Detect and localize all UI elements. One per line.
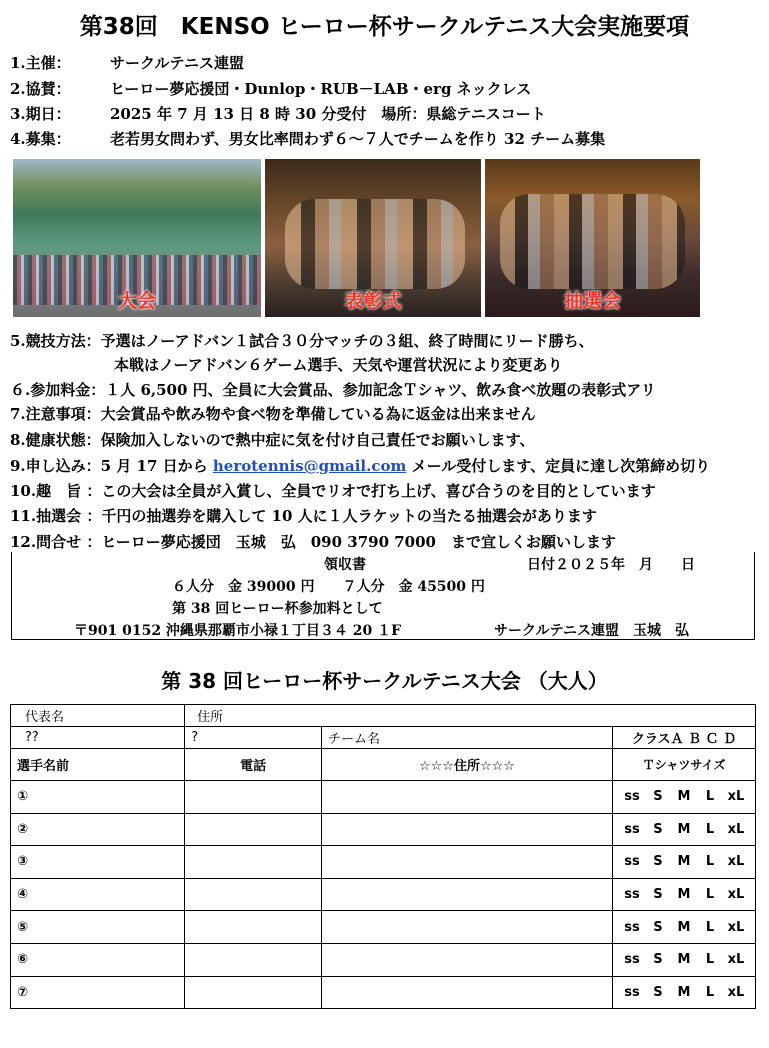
receipt-box bbox=[11, 552, 755, 640]
player-row bbox=[11, 813, 756, 846]
info-value: 2025 年 7 月 13 日 8 時 30 分受付 場所：県総テニスコート bbox=[110, 105, 546, 123]
info-value: 老若男女問わず、男女比率問わず６～７人でチームを作り 32 チーム募集 bbox=[110, 130, 606, 148]
email-link[interactable]: herotennis@gmail.com bbox=[212, 457, 407, 475]
size-ss[interactable]: ss bbox=[624, 952, 640, 968]
receipt-date: 日付２０２５年 月 日 bbox=[527, 557, 695, 573]
form-title: 第 38 回ヒーロー杯サークルテニス大会 （大人） bbox=[161, 669, 608, 693]
size-xl[interactable]: xL bbox=[727, 821, 745, 837]
receipt-amounts: ６人分 金 39000 円 ７人分 金 45500 円 bbox=[172, 579, 485, 595]
size-m[interactable]: M bbox=[677, 919, 691, 935]
receipt-address: 〒901 0152 沖縄県那覇市小禄１丁目３４ 20 １F bbox=[74, 623, 402, 639]
address-cell[interactable] bbox=[321, 846, 612, 879]
size-s[interactable]: S bbox=[653, 984, 663, 1000]
address-label: 住所 bbox=[197, 710, 224, 725]
rule-lottery: 11.抽選会 ：千円の抽選券を購入して 10 人に１人ラケットの当たる抽選会があります bbox=[10, 507, 597, 525]
phone-cell[interactable] bbox=[185, 911, 322, 944]
phone-cell[interactable] bbox=[185, 846, 322, 879]
size-s[interactable]: S bbox=[653, 887, 663, 903]
size-s[interactable]: S bbox=[653, 919, 663, 935]
info-date bbox=[10, 103, 546, 124]
col-address: ☆☆☆住所☆☆☆ bbox=[321, 749, 612, 781]
size-l[interactable]: L bbox=[705, 789, 715, 805]
col-player: 選手名前 bbox=[11, 749, 185, 781]
size-s[interactable]: S bbox=[653, 821, 663, 837]
info-label: 1.主催： bbox=[10, 54, 71, 72]
address-cell[interactable] bbox=[321, 878, 612, 911]
size-s[interactable]: S bbox=[653, 952, 663, 968]
size-options[interactable] bbox=[612, 813, 755, 846]
phone-cell[interactable] bbox=[185, 878, 322, 911]
address-cell[interactable] bbox=[321, 976, 612, 1009]
info-label: 2.協賛： bbox=[10, 80, 71, 98]
size-l[interactable]: L bbox=[705, 821, 715, 837]
size-ss[interactable]: ss bbox=[624, 854, 640, 870]
address-cell[interactable] bbox=[321, 911, 612, 944]
player-row bbox=[11, 846, 756, 879]
photo-caption: 抽選会 bbox=[563, 290, 621, 312]
size-options[interactable] bbox=[612, 878, 755, 911]
photo-strip bbox=[13, 159, 700, 317]
player-number[interactable]: ⑤ bbox=[11, 911, 185, 944]
rule-notice: 7.注意事項：大会賞品や飲み物や食べ物を準備している為に返金は出来ません bbox=[10, 405, 536, 423]
size-options[interactable] bbox=[612, 911, 755, 944]
form-rep-row bbox=[11, 705, 756, 727]
address-cell[interactable] bbox=[321, 943, 612, 976]
size-ss[interactable]: ss bbox=[624, 984, 640, 1000]
size-xl[interactable]: xL bbox=[727, 789, 745, 805]
player-row bbox=[11, 943, 756, 976]
size-ss[interactable]: ss bbox=[624, 887, 640, 903]
player-number[interactable]: ⑥ bbox=[11, 943, 185, 976]
team-name-cell[interactable] bbox=[321, 727, 612, 749]
phone-cell[interactable] bbox=[185, 781, 322, 814]
rule-purpose: 10.趣 旨 ：この大会は全員が入賞し、全員でリオで打ち上げ、喜び合うのを目的としています bbox=[10, 482, 656, 500]
size-m[interactable]: M bbox=[677, 789, 691, 805]
size-xl[interactable]: xL bbox=[727, 854, 745, 870]
rep-label: 代表名 bbox=[11, 705, 185, 727]
unknown-cell-2: ? bbox=[185, 727, 322, 749]
player-row bbox=[11, 781, 756, 814]
address-cell[interactable] bbox=[321, 781, 612, 814]
size-options[interactable] bbox=[612, 846, 755, 879]
apply-text: 9.申し込み：5 月 17 日から bbox=[10, 457, 208, 475]
info-label: 3.期日： bbox=[10, 105, 71, 123]
rule-format: 5.競技方法：予選はノーアドバン１試合３０分マッチの３組、終了時間にリード勝ち、 bbox=[10, 332, 594, 350]
size-s[interactable]: S bbox=[653, 789, 663, 805]
player-number[interactable]: ② bbox=[11, 813, 185, 846]
size-l[interactable]: L bbox=[705, 887, 715, 903]
size-m[interactable]: M bbox=[677, 854, 691, 870]
size-xl[interactable]: xL bbox=[727, 887, 745, 903]
phone-cell[interactable] bbox=[185, 813, 322, 846]
size-xl[interactable]: xL bbox=[727, 984, 745, 1000]
size-l[interactable]: L bbox=[705, 919, 715, 935]
photo-caption: 大会 bbox=[117, 290, 156, 312]
unknown-cell-1: ?? bbox=[11, 727, 185, 749]
size-options[interactable] bbox=[612, 781, 755, 814]
info-label: 4.募集： bbox=[10, 130, 71, 148]
receipt-issuer: サークルテニス連盟 玉城 弘 bbox=[494, 623, 690, 639]
size-m[interactable]: M bbox=[677, 887, 691, 903]
info-organizer bbox=[10, 52, 244, 73]
size-ss[interactable]: ss bbox=[624, 821, 640, 837]
player-number[interactable]: ⑦ bbox=[11, 976, 185, 1009]
player-row bbox=[11, 976, 756, 1009]
class-cell[interactable]: クラスＡ Ｂ Ｃ Ｄ bbox=[612, 727, 755, 749]
size-options[interactable] bbox=[612, 943, 755, 976]
phone-cell[interactable] bbox=[185, 976, 322, 1009]
lottery-photo bbox=[485, 159, 700, 317]
info-value: サークルテニス連盟 bbox=[110, 54, 244, 72]
info-value: ヒーロー夢応援団・Dunlop・RUB－LAB・erg ネックレス bbox=[110, 80, 532, 98]
receipt-purpose: 第 38 回ヒーロー杯参加料として bbox=[172, 601, 383, 617]
size-l[interactable]: L bbox=[705, 854, 715, 870]
team-label: チーム名 bbox=[327, 732, 380, 747]
player-row bbox=[11, 911, 756, 944]
apply-suffix: メール受付します、定員に達し次第締め切り bbox=[411, 457, 711, 475]
size-ss[interactable]: ss bbox=[624, 789, 640, 805]
size-s[interactable]: S bbox=[653, 854, 663, 870]
size-xl[interactable]: xL bbox=[727, 919, 745, 935]
address-cell[interactable] bbox=[321, 813, 612, 846]
size-options[interactable] bbox=[612, 976, 755, 1009]
rule-apply bbox=[10, 455, 710, 476]
form-team-row bbox=[11, 727, 756, 749]
size-m[interactable]: M bbox=[677, 952, 691, 968]
rule-format-2: 本戦はノーアドバン６ゲーム選手、天気や運営状況により変更あり bbox=[114, 356, 563, 374]
entry-form bbox=[10, 704, 756, 1009]
info-recruit bbox=[10, 128, 605, 149]
size-xl[interactable]: xL bbox=[727, 952, 745, 968]
player-row bbox=[11, 878, 756, 911]
size-m[interactable]: M bbox=[677, 984, 691, 1000]
info-sponsor bbox=[10, 78, 531, 99]
col-size: Ｔシャツサイズ bbox=[612, 749, 755, 781]
award-photo bbox=[265, 159, 481, 317]
tournament-photo bbox=[13, 159, 261, 317]
rule-health: 8.健康状態：保険加入しないので熱中症に気を付け自己責任でお願いします、 bbox=[10, 431, 535, 449]
size-l[interactable]: L bbox=[705, 984, 715, 1000]
form-column-headers bbox=[11, 749, 756, 781]
col-phone: 電話 bbox=[185, 749, 322, 781]
receipt-title: 領収書 bbox=[324, 557, 366, 573]
size-m[interactable]: M bbox=[677, 821, 691, 837]
photo-caption: 表彰式 bbox=[344, 290, 402, 312]
rep-address-cell[interactable] bbox=[185, 705, 756, 727]
page-title: 第38回 KENSO ヒーロー杯サークルテニス大会実施要項 bbox=[79, 14, 690, 40]
size-l[interactable]: L bbox=[705, 952, 715, 968]
player-number[interactable]: ① bbox=[11, 781, 185, 814]
rule-fee: ６.参加料金：１人 6,500 円、全員に大会賞品、参加記念Ｔシャツ、飲み食べ放題の表彰式アリ bbox=[10, 381, 656, 399]
size-ss[interactable]: ss bbox=[624, 919, 640, 935]
phone-cell[interactable] bbox=[185, 943, 322, 976]
player-number[interactable]: ③ bbox=[11, 846, 185, 879]
player-number[interactable]: ④ bbox=[11, 878, 185, 911]
rule-contact: 12.問合せ ：ヒーロー夢応援団 玉城 弘 090 3790 7000 まで宜しくお願いします bbox=[10, 533, 616, 551]
